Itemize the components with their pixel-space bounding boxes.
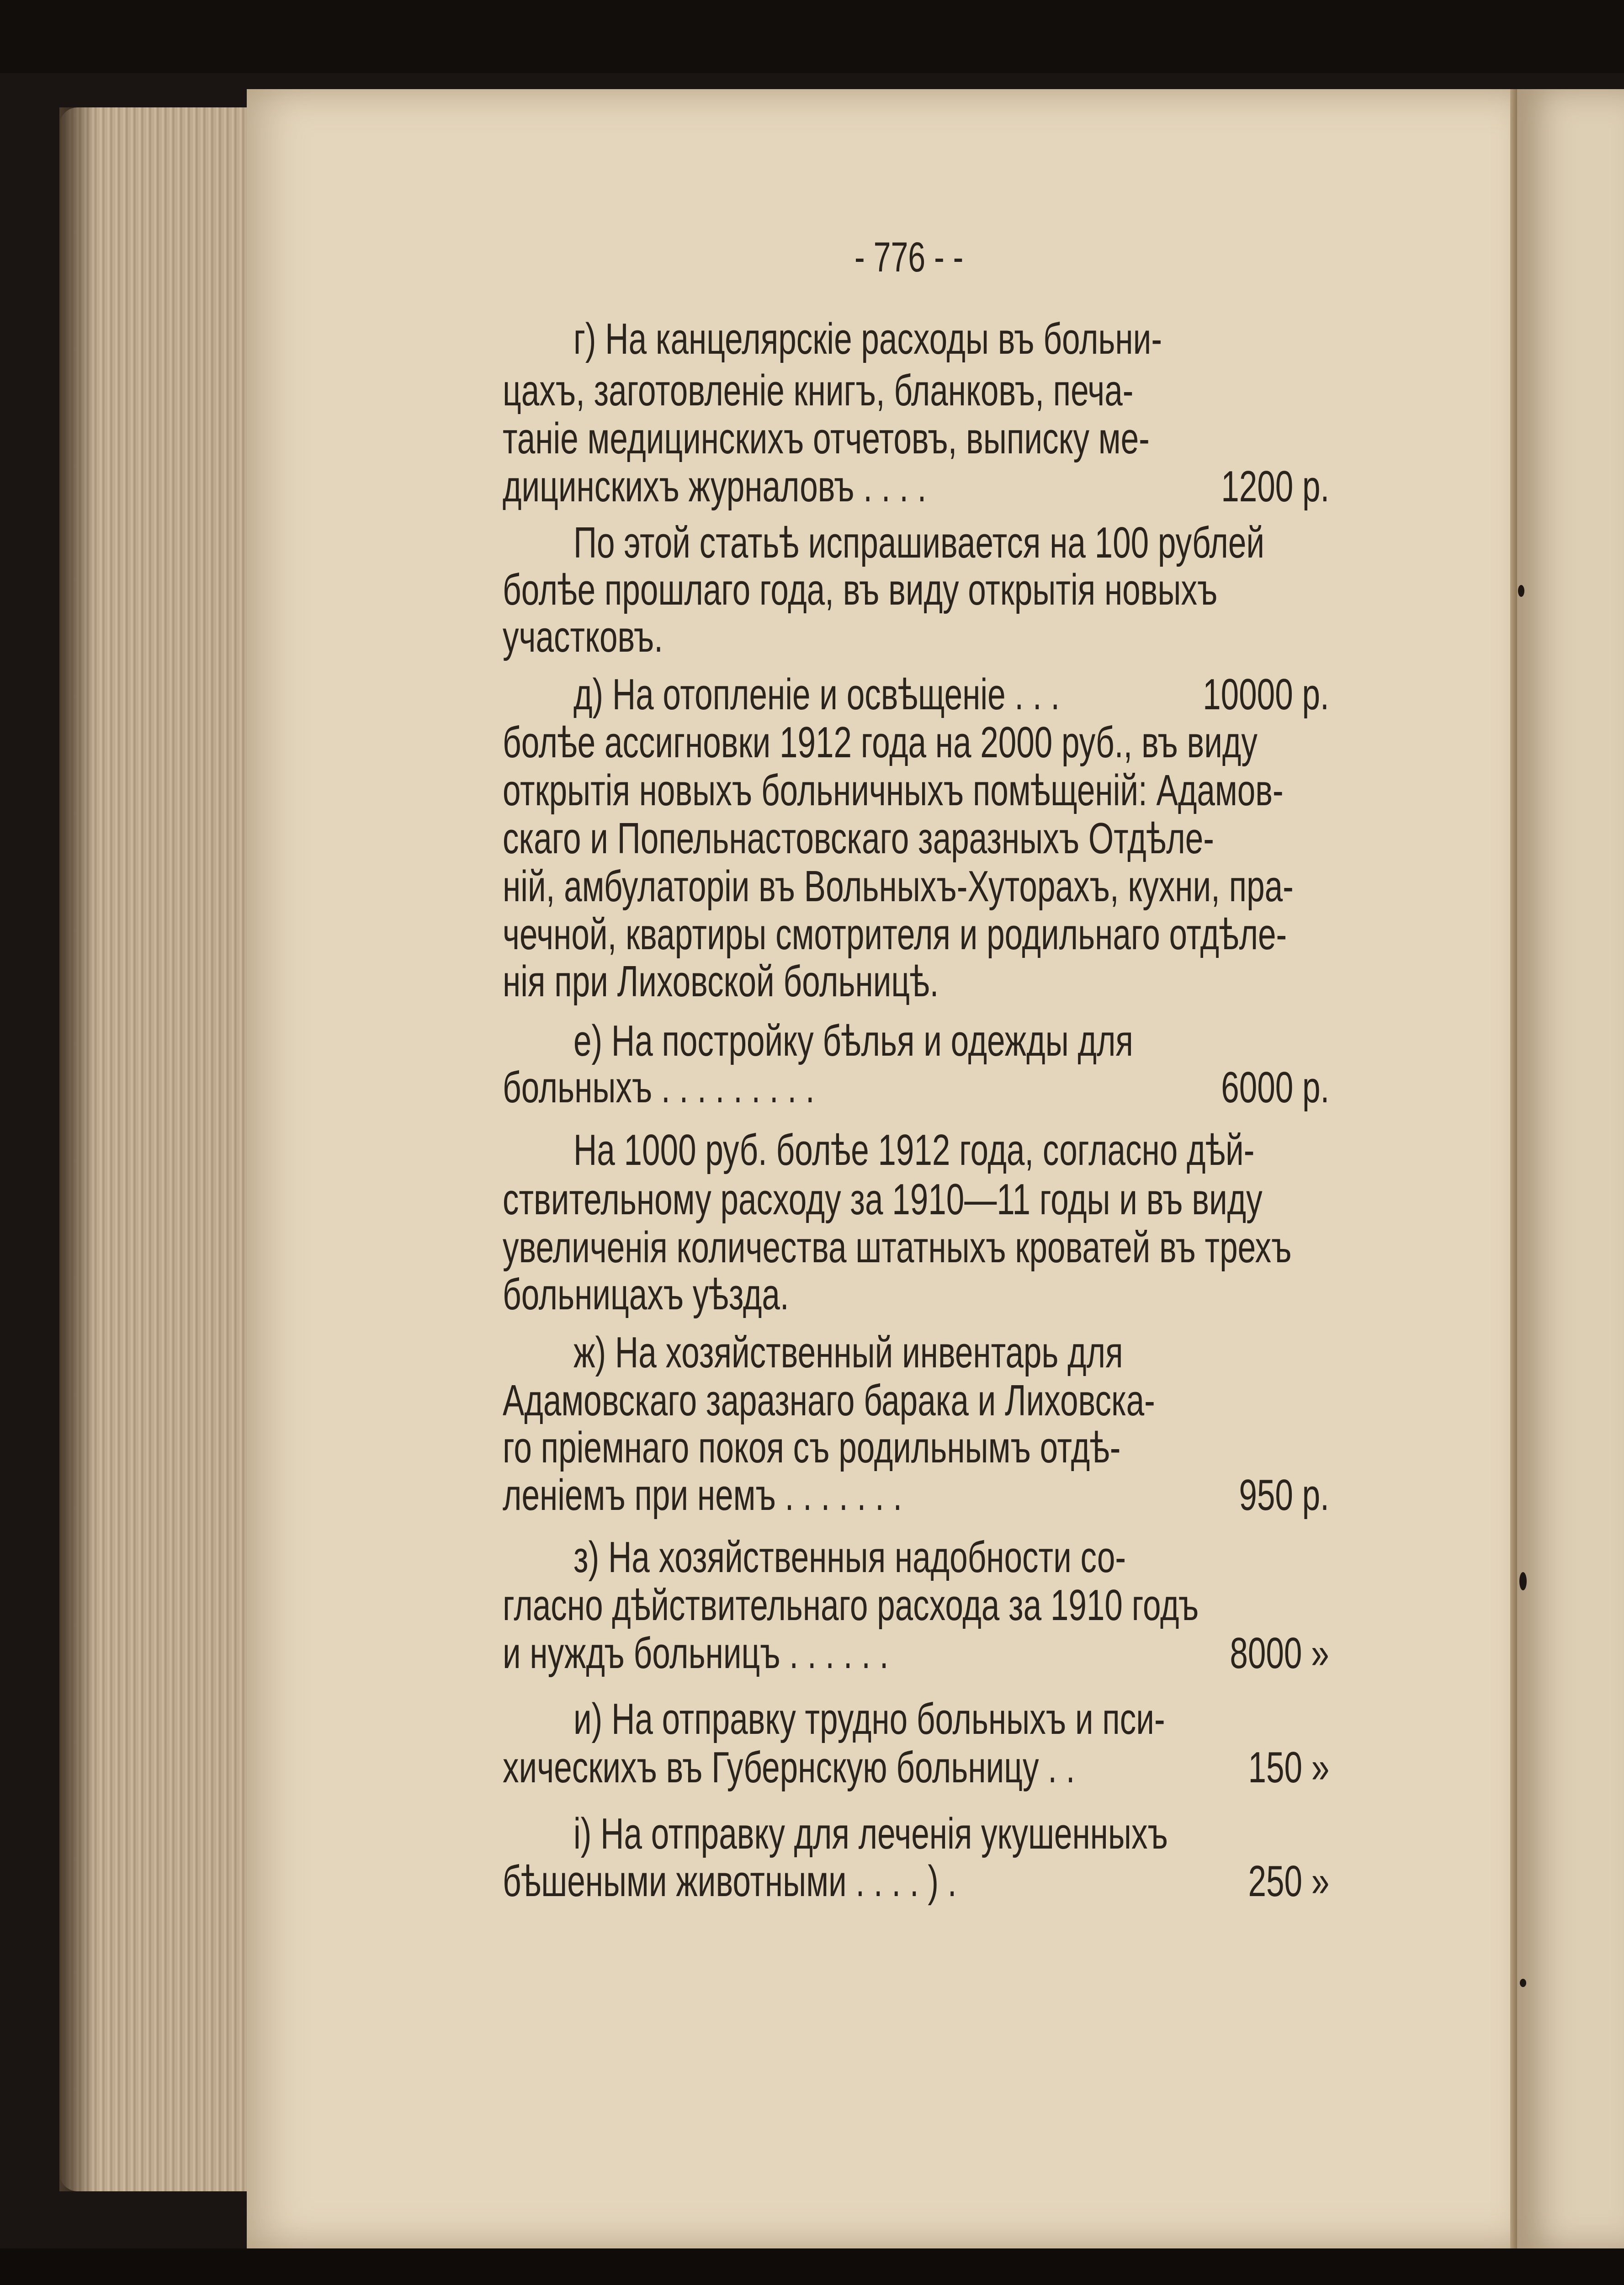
text-line: леніемъ при немъ . . . . . . . [503,1471,902,1520]
text-line: цахъ, заготовленіе книгъ, бланковъ, печа- [503,366,1134,415]
text-line: больницахъ уѣзда. [503,1270,789,1319]
text-line: чечной, квартиры смотрителя и родильнаго отдѣле- [503,910,1287,959]
text-line: болѣе прошлаго года, въ виду открытія новыхъ [503,565,1218,614]
text-line: скаго и Попельнастовскаго заразныхъ Отдѣле- [503,814,1214,863]
ink-speck [1520,1979,1526,1987]
text-line: Адамовскаго заразнаго барака и Лиховска- [503,1376,1155,1425]
facing-page-edge [1517,89,1624,2248]
text-line: гласно дѣйствительнаго расхода за 1910 годъ [503,1581,1199,1630]
text-line: На 1000 руб. болѣе 1912 года, согласно дѣй- [573,1126,1255,1174]
text-line: больныхъ . . . . . . . . . [503,1063,815,1112]
text-line: д) На отопленіе и освѣщеніе . . . [573,670,1060,719]
ink-speck [1519,1572,1527,1590]
text-line: г) На канцелярскіе расходы въ больни- [573,314,1162,363]
text-line: бѣшеными животными . . . . ) . [503,1857,957,1906]
text-line: е) На постройку бѣлья и одежды для [573,1016,1133,1065]
text-line: і) На отправку для леченія укушенныхъ [573,1809,1168,1858]
scan-top-border [0,0,1624,73]
amount-d: 10000 р. [1203,670,1329,719]
amount-z: 8000 » [1230,1629,1329,1678]
ink-speck [1518,585,1524,597]
amount-g: 1200 р. [1221,462,1329,511]
page-number: - 776 - - [854,234,964,281]
text-line: участковъ. [503,612,663,661]
text-line: и) На отправку трудно больныхъ и пси- [573,1695,1165,1743]
text-line: з) На хозяйственныя надобности со- [573,1533,1126,1582]
text-line: увеличенія количества штатныхъ кроватей въ трехъ [503,1223,1292,1272]
text-line: дицинскихъ журналовъ . . . . [503,462,927,511]
text-line: нія при Лиховской больницѣ. [503,957,939,1006]
text-line: По этой статьѣ испрашивается на 100 рублей [573,518,1265,567]
text-line: хическихъ въ Губернскую больницу . . [503,1743,1075,1792]
text-line: таніе медицинскихъ отчетовъ, выписку ме- [503,414,1150,463]
amount-i: 150 » [1248,1743,1329,1792]
text-line: и нуждъ больницъ . . . . . . [503,1629,889,1678]
scan-bottom-border [0,2248,1624,2285]
book-edge-shadow [59,107,96,2191]
text-line: болѣе ассигновки 1912 года на 2000 руб., въ виду [503,718,1258,767]
text-line: ній, амбулаторіи въ Вольныхъ-Хуторахъ, кухни, пра- [503,862,1294,911]
amount-i2: 250 » [1248,1857,1329,1906]
amount-e: 6000 р. [1221,1063,1329,1112]
text-line: открытія новыхъ больничныхъ помѣщеній: Адамов- [503,766,1284,815]
text-line: го пріемнаго покоя съ родильнымъ отдѣ- [503,1423,1121,1472]
text-line: ж) На хозяйственный инвентарь для [573,1328,1123,1377]
text-line: ствительному расходу за 1910—11 годы и въ виду [503,1175,1263,1224]
amount-zh: 950 р. [1239,1471,1329,1520]
